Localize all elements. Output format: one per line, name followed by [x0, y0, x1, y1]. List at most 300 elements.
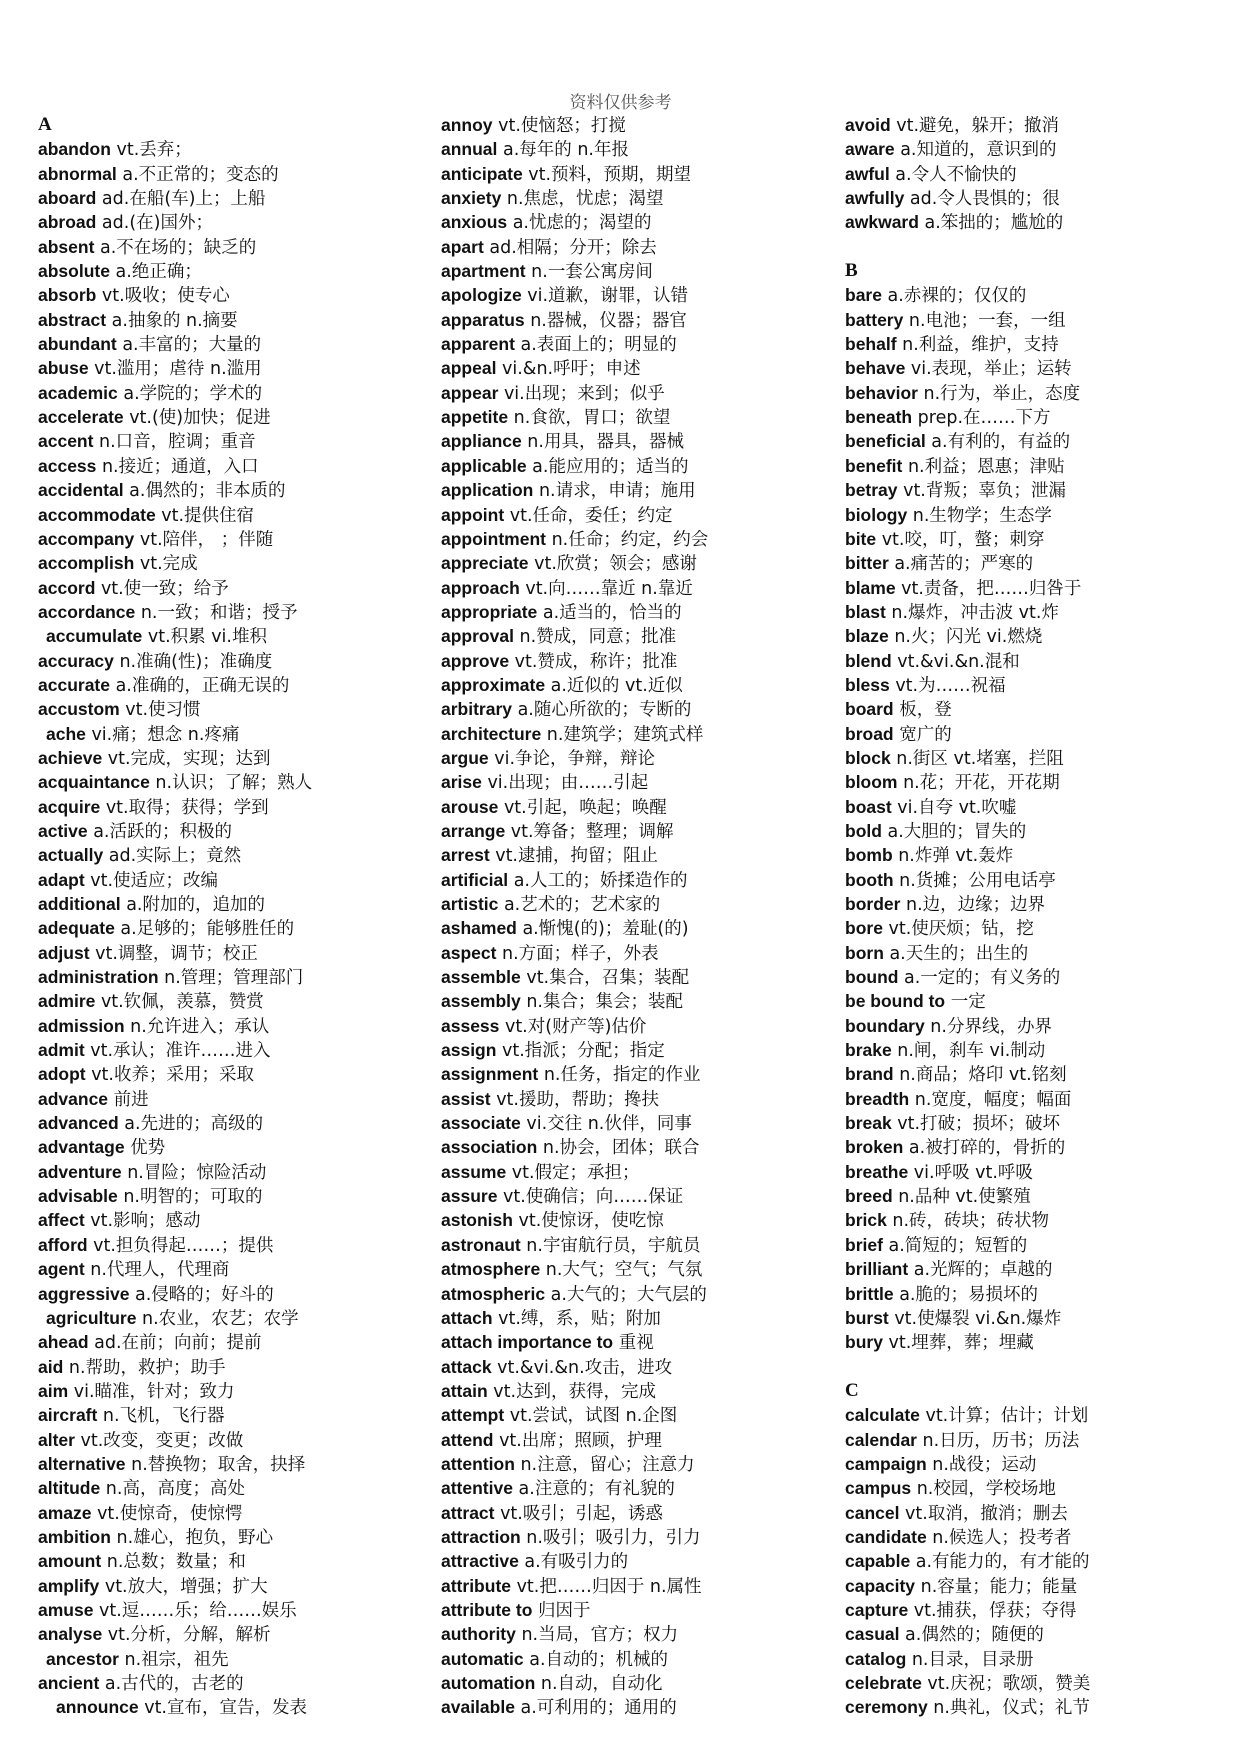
vocab-entry — [38, 1379, 433, 1403]
vocab-word: calculate — [845, 1405, 920, 1426]
vocab-word: artificial — [441, 869, 509, 890]
vocab-word: atmospheric — [441, 1283, 546, 1304]
vocab-word: assess — [441, 1015, 500, 1036]
vocab-entry — [845, 600, 1240, 624]
vocab-definition: ad.在前；向前；提前 — [88, 1333, 262, 1354]
vocab-word: awkward — [845, 212, 919, 233]
vocab-word: burst — [845, 1307, 889, 1328]
vocab-entry — [845, 941, 1240, 965]
spacer — [845, 235, 1240, 259]
vocab-word: amuse — [38, 1599, 94, 1620]
vocab-word: bloom — [845, 772, 898, 793]
vocab-entry — [845, 965, 1240, 989]
vocab-definition: 宽广的 — [893, 724, 952, 745]
vocab-definition: n.建筑学；建筑式样 — [541, 724, 704, 745]
vocab-definition: n.行为，举止，态度 — [917, 383, 1081, 404]
vocab-definition: a.令人不愉快的 — [889, 164, 1017, 185]
vocab-word: booth — [845, 869, 894, 890]
vocab-entry — [845, 1208, 1240, 1232]
vocab-word: absolute — [38, 261, 110, 282]
vocab-word: brittle — [845, 1283, 894, 1304]
vocab-entry — [845, 1476, 1240, 1500]
vocab-word: adopt — [38, 1064, 86, 1085]
vocab-entry — [441, 1062, 836, 1086]
vocab-definition: vt.&vi.&n.攻击，进攻 — [491, 1357, 673, 1378]
vocab-entry — [441, 819, 836, 843]
vocab-word: arrest — [441, 845, 490, 866]
vocab-entry — [38, 600, 433, 624]
vocab-definition: n.注意，留心；注意力 — [514, 1454, 695, 1475]
vocab-entry — [38, 868, 433, 892]
vocab-word: apparent — [441, 334, 515, 355]
vocab-definition: n.砖，砖块；砖状物 — [886, 1211, 1050, 1232]
vocab-entry — [38, 1330, 433, 1354]
vocab-definition: vt.逮捕，拘留；阻止 — [489, 846, 658, 867]
vocab-entry — [845, 746, 1240, 770]
vocab-word: broad — [845, 723, 894, 744]
vocab-word: aid — [38, 1356, 64, 1377]
vocab-definition: vt.担负得起……；提供 — [87, 1235, 274, 1256]
vocab-word: applicable — [441, 455, 527, 476]
vocab-entry — [38, 162, 433, 186]
vocab-word: acquire — [38, 796, 101, 817]
vocab-definition: n.自动，自动化 — [535, 1674, 663, 1694]
vocab-entry — [441, 892, 836, 916]
vocab-entry — [38, 1257, 433, 1281]
vocab-entry — [441, 113, 836, 137]
vocab-entry — [441, 259, 836, 283]
vocab-definition: a.学院的；学术的 — [117, 383, 263, 404]
vocab-word: admit — [38, 1040, 85, 1061]
vocab-entry — [38, 941, 433, 965]
vocab-entry — [38, 478, 433, 502]
vocab-definition: vi.交往 n.伙伴，同事 — [520, 1114, 692, 1135]
vocab-definition: vt.援助，帮助；搀扶 — [490, 1089, 659, 1110]
vocab-word: adapt — [38, 869, 85, 890]
vocab-definition: n.认识；了解；熟人 — [149, 773, 313, 794]
vocab-definition: vi.出现；由……引起 — [481, 773, 649, 794]
vocab-word: amplify — [38, 1575, 100, 1596]
vocab-definition: vt.预料，预期，期望 — [522, 164, 692, 185]
vocab-entry — [441, 1160, 836, 1184]
vocab-word: abstract — [38, 309, 107, 330]
vocab-entry — [845, 1282, 1240, 1306]
vocab-definition: n.当局，官方；权力 — [515, 1625, 679, 1646]
vocab-word: astronaut — [441, 1234, 521, 1255]
vocab-entry — [845, 1233, 1240, 1257]
vocab-definition: n.边，边缘；边界 — [900, 895, 1046, 915]
vocab-entry — [441, 1574, 836, 1598]
vocab-definition: n.焦虑，忧虑；渴望 — [501, 189, 664, 210]
vocab-word: brake — [845, 1040, 892, 1061]
vocab-entry — [845, 332, 1240, 356]
vocab-entry — [38, 746, 433, 770]
vocab-word: aim — [38, 1380, 69, 1401]
vocab-definition: a.不在场的；缺乏的 — [94, 237, 257, 258]
vocab-entry — [38, 1403, 433, 1427]
vocab-definition: vt.对(财产等)估价 — [499, 1016, 647, 1037]
vocab-definition: a.随心所欲的；专断的 — [512, 700, 692, 721]
vocab-entry — [38, 1160, 433, 1184]
vocab-definition: vt.积累 vi.堆积 — [142, 627, 267, 648]
vocab-definition: a.简短的；短暂的 — [882, 1235, 1028, 1256]
vocab-definition: n.容量；能力；能量 — [915, 1576, 1078, 1597]
vocab-definition: 归因于 — [532, 1600, 591, 1621]
vocab-word: assembly — [441, 991, 521, 1012]
vocab-definition: vt.引起，唤起；唤醒 — [498, 797, 667, 818]
vocab-entry — [441, 1257, 836, 1281]
vocab-definition: a.绝正确； — [109, 262, 202, 283]
vocab-entry — [845, 1306, 1240, 1330]
vocab-entry — [441, 1208, 836, 1232]
vocab-definition: vt.完成，实现；达到 — [102, 748, 271, 769]
vocab-entry — [845, 1038, 1240, 1062]
vocab-definition: n.允许进入；承认 — [124, 1016, 270, 1037]
vocab-entry — [38, 892, 433, 916]
vocab-word: ashamed — [441, 918, 517, 939]
vocab-entry — [38, 1549, 433, 1573]
vocab-word: ceremony — [845, 1697, 928, 1718]
vocab-definition: n.爆炸，冲击波 vt.炸 — [885, 602, 1059, 623]
vocab-definition: n.货摊；公用电话亭 — [893, 870, 1056, 891]
vocab-word: amaze — [38, 1502, 92, 1523]
vocab-entry — [845, 308, 1240, 332]
vocab-word: attack — [441, 1356, 492, 1377]
vocab-definition: ad.实际上；竟然 — [103, 846, 242, 867]
vocab-definition: n.电池；一套，一组 — [903, 310, 1066, 331]
vocab-entry — [38, 673, 433, 697]
vocab-entry — [38, 843, 433, 867]
vocab-entry — [441, 454, 836, 478]
vocab-definition: a.可利用的；通用的 — [514, 1698, 677, 1719]
vocab-entry — [38, 235, 433, 259]
vocab-entry — [845, 795, 1240, 819]
vocab-word: approve — [441, 650, 510, 671]
vocab-entry — [441, 1695, 836, 1719]
vocab-word: acquaintance — [38, 772, 150, 793]
section-heading: A — [38, 114, 52, 135]
vocab-definition: a.近似的 vt.近似 — [545, 675, 683, 696]
vocab-word: aware — [845, 139, 895, 160]
vocab-definition: vt.分析，分解，解析 — [102, 1625, 271, 1646]
vocab-definition: a.惭愧(的)；羞耻(的) — [516, 919, 689, 940]
vocab-definition: a.赤裸的；仅仅的 — [881, 286, 1027, 307]
vocab-word: breadth — [845, 1088, 910, 1109]
vocab-word: access — [38, 455, 97, 476]
vocab-definition: n.用具，器具，器械 — [521, 432, 684, 453]
vocab-word: amount — [38, 1551, 102, 1572]
vocab-entry — [38, 429, 433, 453]
vocab-definition: n.飞机，飞行器 — [97, 1406, 225, 1427]
vocab-word: accommodate — [38, 504, 156, 525]
vocab-entry — [845, 843, 1240, 867]
vocab-definition: vt.赞成，称许；批准 — [509, 651, 678, 672]
vocab-definition: n.管理；管理部门 — [158, 968, 304, 989]
vocab-definition: vt.使习惯 — [119, 700, 201, 721]
vocab-entry — [38, 332, 433, 356]
vocab-word: artistic — [441, 894, 499, 914]
vocab-word: calendar — [845, 1429, 917, 1450]
vocab-entry — [845, 1330, 1240, 1354]
vocab-entry — [441, 941, 836, 965]
vocab-word: absorb — [38, 285, 97, 306]
vocab-definition: n.冒险；惊险活动 — [121, 1162, 267, 1183]
vocab-word: capable — [845, 1551, 911, 1572]
vocab-definition: n.祖宗，祖先 — [118, 1649, 229, 1670]
column-a — [38, 113, 433, 1720]
vocab-definition: vt.取消，撤消；删去 — [899, 1503, 1068, 1524]
vocab-entry — [845, 210, 1240, 234]
vocab-definition: n.火；闪光 vi.燃烧 — [888, 627, 1043, 648]
vocab-entry — [441, 478, 836, 502]
vocab-entry — [441, 1403, 836, 1427]
vocab-definition: vt.计算；估计；计划 — [919, 1406, 1089, 1427]
vocab-entry — [441, 1549, 836, 1573]
vocab-definition: n.赞成，同意；批准 — [513, 627, 677, 648]
vocab-entry — [845, 1111, 1240, 1135]
vocab-word: bore — [845, 918, 883, 939]
vocab-entry — [845, 624, 1240, 648]
vocab-entry — [38, 1282, 433, 1306]
vocab-entry — [441, 210, 836, 234]
vocab-word: bite — [845, 528, 877, 549]
vocab-entry — [441, 235, 836, 259]
vocab-definition: vt.埋葬，葬；埋藏 — [882, 1333, 1034, 1354]
vocab-word: catalog — [845, 1648, 907, 1669]
vocab-entry — [441, 916, 836, 940]
vocab-word: aggressive — [38, 1283, 130, 1304]
vocab-entry — [441, 600, 836, 624]
vocab-word: bury — [845, 1332, 883, 1353]
vocab-definition: vi.道歉，谢罪，认错 — [521, 286, 689, 307]
vocab-word: ache — [46, 723, 86, 744]
vocab-entry — [441, 356, 836, 380]
vocab-word: bound — [845, 967, 899, 988]
vocab-entry — [845, 892, 1240, 916]
vocab-definition: vt.放大，增强；扩大 — [99, 1576, 268, 1597]
vocab-word: aspect — [441, 942, 497, 963]
vocab-entry — [441, 283, 836, 307]
column-b — [441, 113, 836, 1720]
vocab-definition: vt.为……祝福 — [889, 675, 1006, 696]
vocab-word: assemble — [441, 967, 521, 988]
vocab-entry — [845, 478, 1240, 502]
vocab-word: association — [441, 1137, 538, 1158]
vocab-entry — [38, 137, 433, 161]
vocab-word: attractive — [441, 1551, 519, 1572]
vocab-entry — [441, 429, 836, 453]
vocab-entry — [845, 1257, 1240, 1281]
vocab-word: bold — [845, 820, 882, 841]
vocab-word: block — [845, 747, 891, 768]
section-heading: C — [845, 1379, 859, 1401]
vocab-word: awfully — [845, 188, 905, 209]
column-c — [845, 113, 1240, 1720]
vocab-definition: a.大气的；大气层的 — [545, 1284, 707, 1305]
vocab-word: accidental — [38, 480, 124, 501]
vocab-entry — [38, 259, 433, 283]
vocab-word: apart — [441, 236, 484, 257]
vocab-definition: vt.达到，获得，完成 — [487, 1381, 657, 1402]
vocab-definition: vi.瞄准，针对；致力 — [68, 1381, 235, 1402]
vocab-word: available — [441, 1697, 515, 1718]
vocab-definition: vt.责备，把……归咎于 — [895, 578, 1082, 599]
vocab-entry — [441, 624, 836, 648]
vocab-entry — [845, 356, 1240, 380]
vocab-definition: a.知道的，意识到的 — [894, 140, 1057, 161]
vocab-definition: a.抽象的 n.摘要 — [106, 310, 238, 331]
vocab-definition: vt.改变，变更；改做 — [74, 1430, 244, 1451]
vocab-word: breed — [845, 1186, 893, 1207]
vocab-entry — [845, 989, 1240, 1013]
vocab-word: announce — [56, 1697, 139, 1718]
vocab-definition: a.自动的；机械的 — [523, 1649, 669, 1670]
vocab-entry — [38, 1671, 433, 1695]
vocab-definition: vt.向……靠近 n.靠近 — [519, 578, 693, 599]
vocab-entry — [441, 1525, 836, 1549]
vocab-entry — [845, 1184, 1240, 1208]
vocab-word: boundary — [845, 1015, 925, 1036]
vocab-word: attribute — [441, 1575, 511, 1596]
vocab-word: active — [38, 820, 88, 841]
vocab-entry — [441, 551, 836, 575]
vocab-word: absent — [38, 236, 95, 257]
vocab-entry — [845, 770, 1240, 794]
vocab-word: appropriate — [441, 601, 538, 622]
vocab-word: analyse — [38, 1624, 103, 1645]
vocab-word: advance — [38, 1088, 109, 1109]
vocab-entry — [38, 770, 433, 794]
vocab-word: architecture — [441, 723, 542, 744]
vocab-word: additional — [38, 894, 121, 914]
vocab-entry — [845, 1549, 1240, 1573]
vocab-entry — [441, 405, 836, 429]
vocab-entry — [38, 1355, 433, 1379]
vocab-word: behave — [845, 358, 906, 379]
vocab-word: alternative — [38, 1453, 126, 1474]
vocab-entry — [38, 1501, 433, 1525]
vocab-entry — [38, 1525, 433, 1549]
vocab-word: ancestor — [46, 1648, 119, 1669]
vocab-definition: n.典礼，仪式；礼节 — [927, 1698, 1090, 1719]
vocab-definition: a.准确的，正确无误的 — [110, 675, 290, 696]
vocab-definition: a.偶然的；随便的 — [899, 1625, 1044, 1646]
vocab-definition: a.一定的；有义务的 — [898, 968, 1061, 989]
vocab-word: abroad — [38, 212, 97, 233]
vocab-definition: n.任务，指定的作业 — [538, 1065, 701, 1086]
vocab-entry — [38, 308, 433, 332]
vocab-definition: vt.取得；获得；学到 — [100, 797, 269, 818]
vocab-definition: a.每年的 n.年报 — [497, 140, 629, 161]
vocab-word: arrange — [441, 820, 506, 841]
vocab-word: appeal — [441, 358, 497, 379]
vocab-entry — [441, 1184, 836, 1208]
vocab-definition: a.表面上的；明显的 — [514, 335, 677, 356]
vocab-definition: vt.集合，召集；装配 — [520, 968, 690, 989]
vocab-entry — [441, 1038, 836, 1062]
vocab-definition: n.花；开花，开花期 — [897, 773, 1060, 794]
vocab-definition: vt.使惊奇，使惊愕 — [91, 1503, 243, 1524]
vocab-word: cancel — [845, 1502, 900, 1523]
vocab-definition: a.古代的，古老的 — [99, 1674, 244, 1694]
vocab-entry — [38, 210, 433, 234]
vocab-definition: n.校园，学校场地 — [911, 1479, 1056, 1500]
vocab-entry — [845, 503, 1240, 527]
vocab-word: breathe — [845, 1161, 909, 1182]
vocab-definition: a.适当的，恰当的 — [537, 602, 682, 623]
vocab-word: accord — [38, 577, 96, 598]
vocab-word: advanced — [38, 1113, 119, 1134]
vocab-definition: vt.吸引；引起，诱惑 — [494, 1503, 663, 1524]
vocab-word: anxious — [441, 212, 508, 233]
vocab-word: behavior — [845, 382, 918, 403]
vocab-word: brick — [845, 1210, 887, 1231]
vocab-word: authority — [441, 1624, 516, 1645]
page-header: 资料仅供参考 — [569, 93, 672, 113]
vocab-definition: vt.丢弃； — [110, 140, 192, 161]
vocab-definition: a.大胆的；冒失的 — [881, 821, 1027, 842]
vocab-entry — [441, 1671, 836, 1695]
vocab-entry — [441, 1452, 836, 1476]
vocab-word: border — [845, 894, 901, 914]
vocab-entry — [441, 1282, 836, 1306]
vocab-definition: a.被打碎的，骨折的 — [903, 1138, 1066, 1159]
vocab-word: casual — [845, 1624, 900, 1645]
vocab-entry — [441, 1087, 836, 1111]
vocab-definition: vi.出现；来到；似乎 — [498, 383, 665, 404]
vocab-definition: vt.使厌烦；钻，挖 — [882, 919, 1034, 940]
vocab-word: assignment — [441, 1064, 539, 1085]
vocab-definition: n.接近；通道，入口 — [96, 456, 259, 477]
vocab-entry — [845, 1452, 1240, 1476]
vocab-entry — [845, 649, 1240, 673]
vocab-entry — [38, 1306, 433, 1330]
vocab-word: blame — [845, 577, 896, 598]
vocab-definition: ad.相隔；分开；除去 — [483, 237, 657, 258]
vocab-word: campus — [845, 1478, 912, 1499]
vocab-entry — [441, 1622, 836, 1646]
vocab-entry — [441, 1501, 836, 1525]
vocab-word: achieve — [38, 747, 103, 768]
vocab-entry — [441, 381, 836, 405]
vocab-entry — [845, 722, 1240, 746]
vocab-word: accomplish — [38, 553, 135, 574]
vocab-entry — [845, 137, 1240, 161]
vocab-definition: a.天生的；出生的 — [883, 943, 1029, 964]
vocab-entry — [441, 1135, 836, 1159]
vocab-entry — [38, 989, 433, 1013]
vocab-definition: a.能应用的；适当的 — [526, 456, 689, 477]
vocab-entry — [38, 1476, 433, 1500]
vocab-definition: a.人工的；娇揉造作的 — [508, 870, 688, 891]
vocab-word: assist — [441, 1088, 491, 1109]
vocab-definition: 优势 — [124, 1138, 166, 1159]
vocab-entry — [38, 624, 433, 648]
vocab-entry — [441, 308, 836, 332]
vocab-definition: a.附加的，追加的 — [120, 895, 265, 915]
vocab-word: automation — [441, 1673, 536, 1693]
vocab-definition: a.先进的；高级的 — [118, 1114, 264, 1135]
vocab-entry — [441, 770, 836, 794]
vocab-definition: n.任命；约定，约会 — [546, 529, 709, 550]
vocab-entry — [845, 1598, 1240, 1622]
vocab-word: accompany — [38, 528, 135, 549]
vocab-entry — [845, 673, 1240, 697]
vocab-word: apartment — [441, 261, 526, 282]
vocab-word: bomb — [845, 845, 893, 866]
vocab-word: abundant — [38, 334, 117, 355]
vocab-entry — [845, 381, 1240, 405]
